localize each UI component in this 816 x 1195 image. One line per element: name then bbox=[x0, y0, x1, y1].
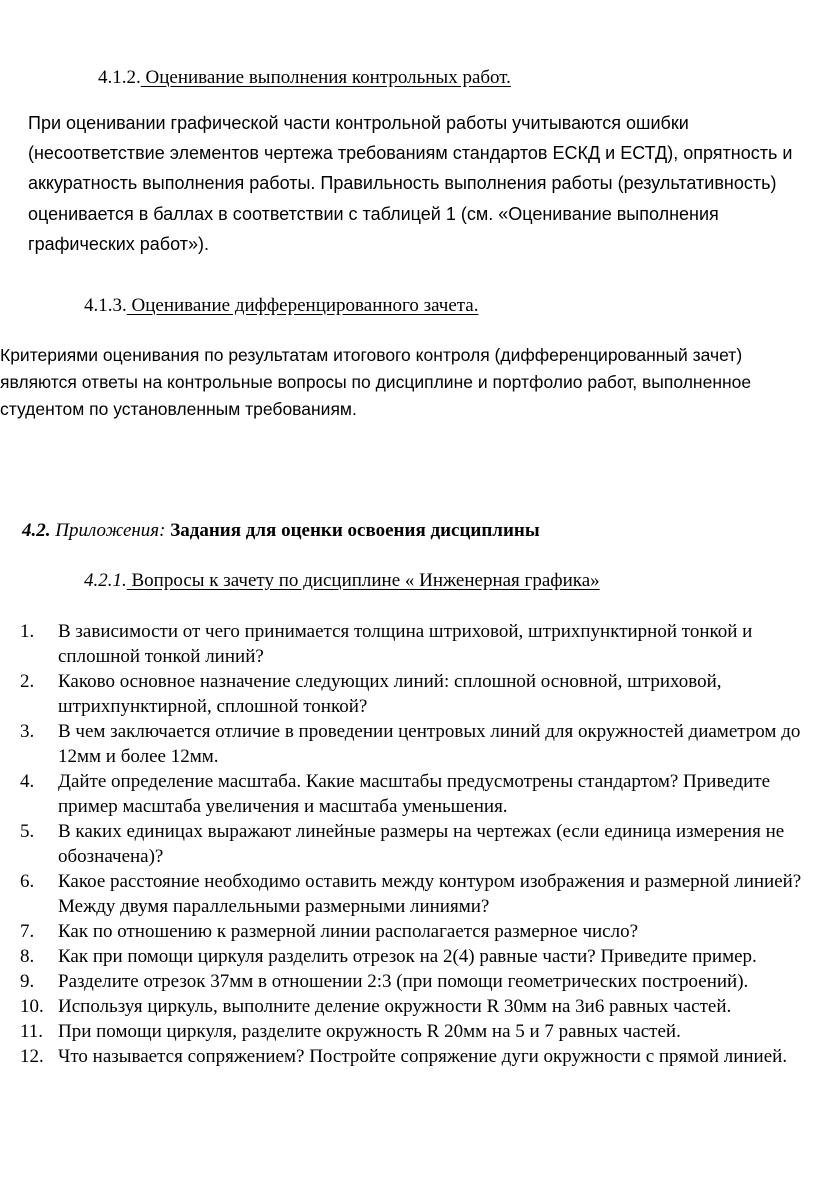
list-item bbox=[20, 1019, 810, 1044]
list-item-text: Каково основное назначение следующих линий: сплошной основной, штриховой, штрихпунктирной, сплошной тонкой? bbox=[58, 671, 722, 717]
list-item-number: 6. bbox=[20, 871, 35, 892]
list-item bbox=[20, 944, 810, 969]
list-item bbox=[20, 919, 810, 944]
list-item-number: 2. bbox=[20, 671, 35, 692]
paragraph-4-1-2: При оценивании графической части контрольной работы учитываются ошибки (несоответствие элементов чертежа требованиям стандартов ЕСКД и ЕСТД), опрятность и аккуратность выполнения работы. Правильность выполнения работы (результативность) оценивается в баллах в соответствии с таблицей 1 (см. «Оценивание выполнения графических работ»). bbox=[28, 113, 793, 254]
list-item bbox=[20, 1044, 810, 1069]
list-item-text: Что называется сопряжением? Постройте сопряжение дуги окружности с прямой линией. bbox=[58, 1046, 788, 1067]
heading-4-2-label: Приложения: bbox=[50, 520, 171, 541]
list-item-number: 1. bbox=[20, 621, 35, 642]
heading-4-2-number: 4.2. bbox=[22, 520, 51, 541]
list-item-text: Как при помощи циркуля разделить отрезок на 2(4) равные части? Приведите пример. bbox=[58, 946, 757, 967]
list-item bbox=[20, 619, 810, 669]
list-item-text: Какое расстояние необходимо оставить между контуром изображения и размерной линией? Между двумя параллельными размерными линиями? bbox=[58, 871, 802, 917]
heading-4-1-3 bbox=[84, 294, 479, 318]
list-item-number: 5. bbox=[20, 821, 35, 842]
heading-4-2 bbox=[22, 518, 540, 544]
list-item-number: 9. bbox=[20, 971, 35, 992]
list-item-text: В зависимости от чего принимается толщина штриховой, штрихпунктирной тонкой и сплошной тонкой линий? bbox=[58, 621, 753, 667]
heading-4-1-3-number: 4.1.3. bbox=[84, 295, 127, 316]
list-item bbox=[20, 819, 810, 869]
list-item-number: 10. bbox=[20, 996, 44, 1017]
paragraph-4-1-3: Критериями оценивания по результатам итогового контроля (дифференцированный зачет) являются ответы на контрольные вопросы по дисциплине и портфолио работ, выполненное студентом по установленным требованиям. bbox=[0, 345, 752, 419]
list-item-number: 11. bbox=[20, 1021, 44, 1042]
questions-list bbox=[20, 619, 810, 1069]
list-item-number: 8. bbox=[20, 946, 35, 967]
list-item-text: В каких единицах выражают линейные размеры на чертежах (если единица измерения не обозначена)? bbox=[58, 821, 785, 867]
heading-4-2-title: Задания для оценки освоения дисциплины bbox=[170, 520, 540, 541]
heading-4-2-1 bbox=[84, 568, 600, 594]
heading-4-2-1-title: Вопросы к зачету по дисциплине « Инженерная графика» bbox=[126, 570, 600, 591]
list-item-number: 3. bbox=[20, 721, 35, 742]
heading-4-1-2-number: 4.1.2. bbox=[98, 67, 141, 88]
list-item bbox=[20, 969, 810, 994]
list-item-text: Используя циркуль, выполните деление окружности R 30мм на 3и6 равных частей. bbox=[58, 996, 732, 1017]
list-item bbox=[20, 869, 810, 919]
list-item-number: 12. bbox=[20, 1046, 44, 1067]
list-item bbox=[20, 769, 810, 819]
list-item-text: Разделите отрезок 37мм в отношении 2:3 (при помощи геометрических построений). bbox=[58, 971, 749, 992]
heading-4-1-2-title: Оценивание выполнения контрольных работ. bbox=[140, 67, 511, 88]
list-item-number: 4. bbox=[20, 771, 35, 792]
heading-4-2-1-number: 4.2.1. bbox=[84, 570, 127, 591]
heading-4-1-2 bbox=[98, 66, 511, 90]
list-item bbox=[20, 994, 810, 1019]
list-item-text: Как по отношению к размерной линии располагается размерное число? bbox=[58, 921, 639, 942]
list-item bbox=[20, 719, 810, 769]
list-item-text: При помощи циркуля, разделите окружность R 20мм на 5 и 7 равных частей. bbox=[58, 1021, 681, 1042]
list-item-text: Дайте определение масштаба. Какие масштабы предусмотрены стандартом? Приведите пример масштаба увеличения и масштаба уменьшения. bbox=[58, 771, 771, 817]
list-item-text: В чем заключается отличие в проведении центровых линий для окружностей диаметром до 12мм и более 12мм. bbox=[58, 721, 801, 767]
list-item bbox=[20, 669, 810, 719]
heading-4-1-3-title: Оценивание дифференцированного зачета. bbox=[126, 295, 479, 316]
list-item-number: 7. bbox=[20, 921, 35, 942]
